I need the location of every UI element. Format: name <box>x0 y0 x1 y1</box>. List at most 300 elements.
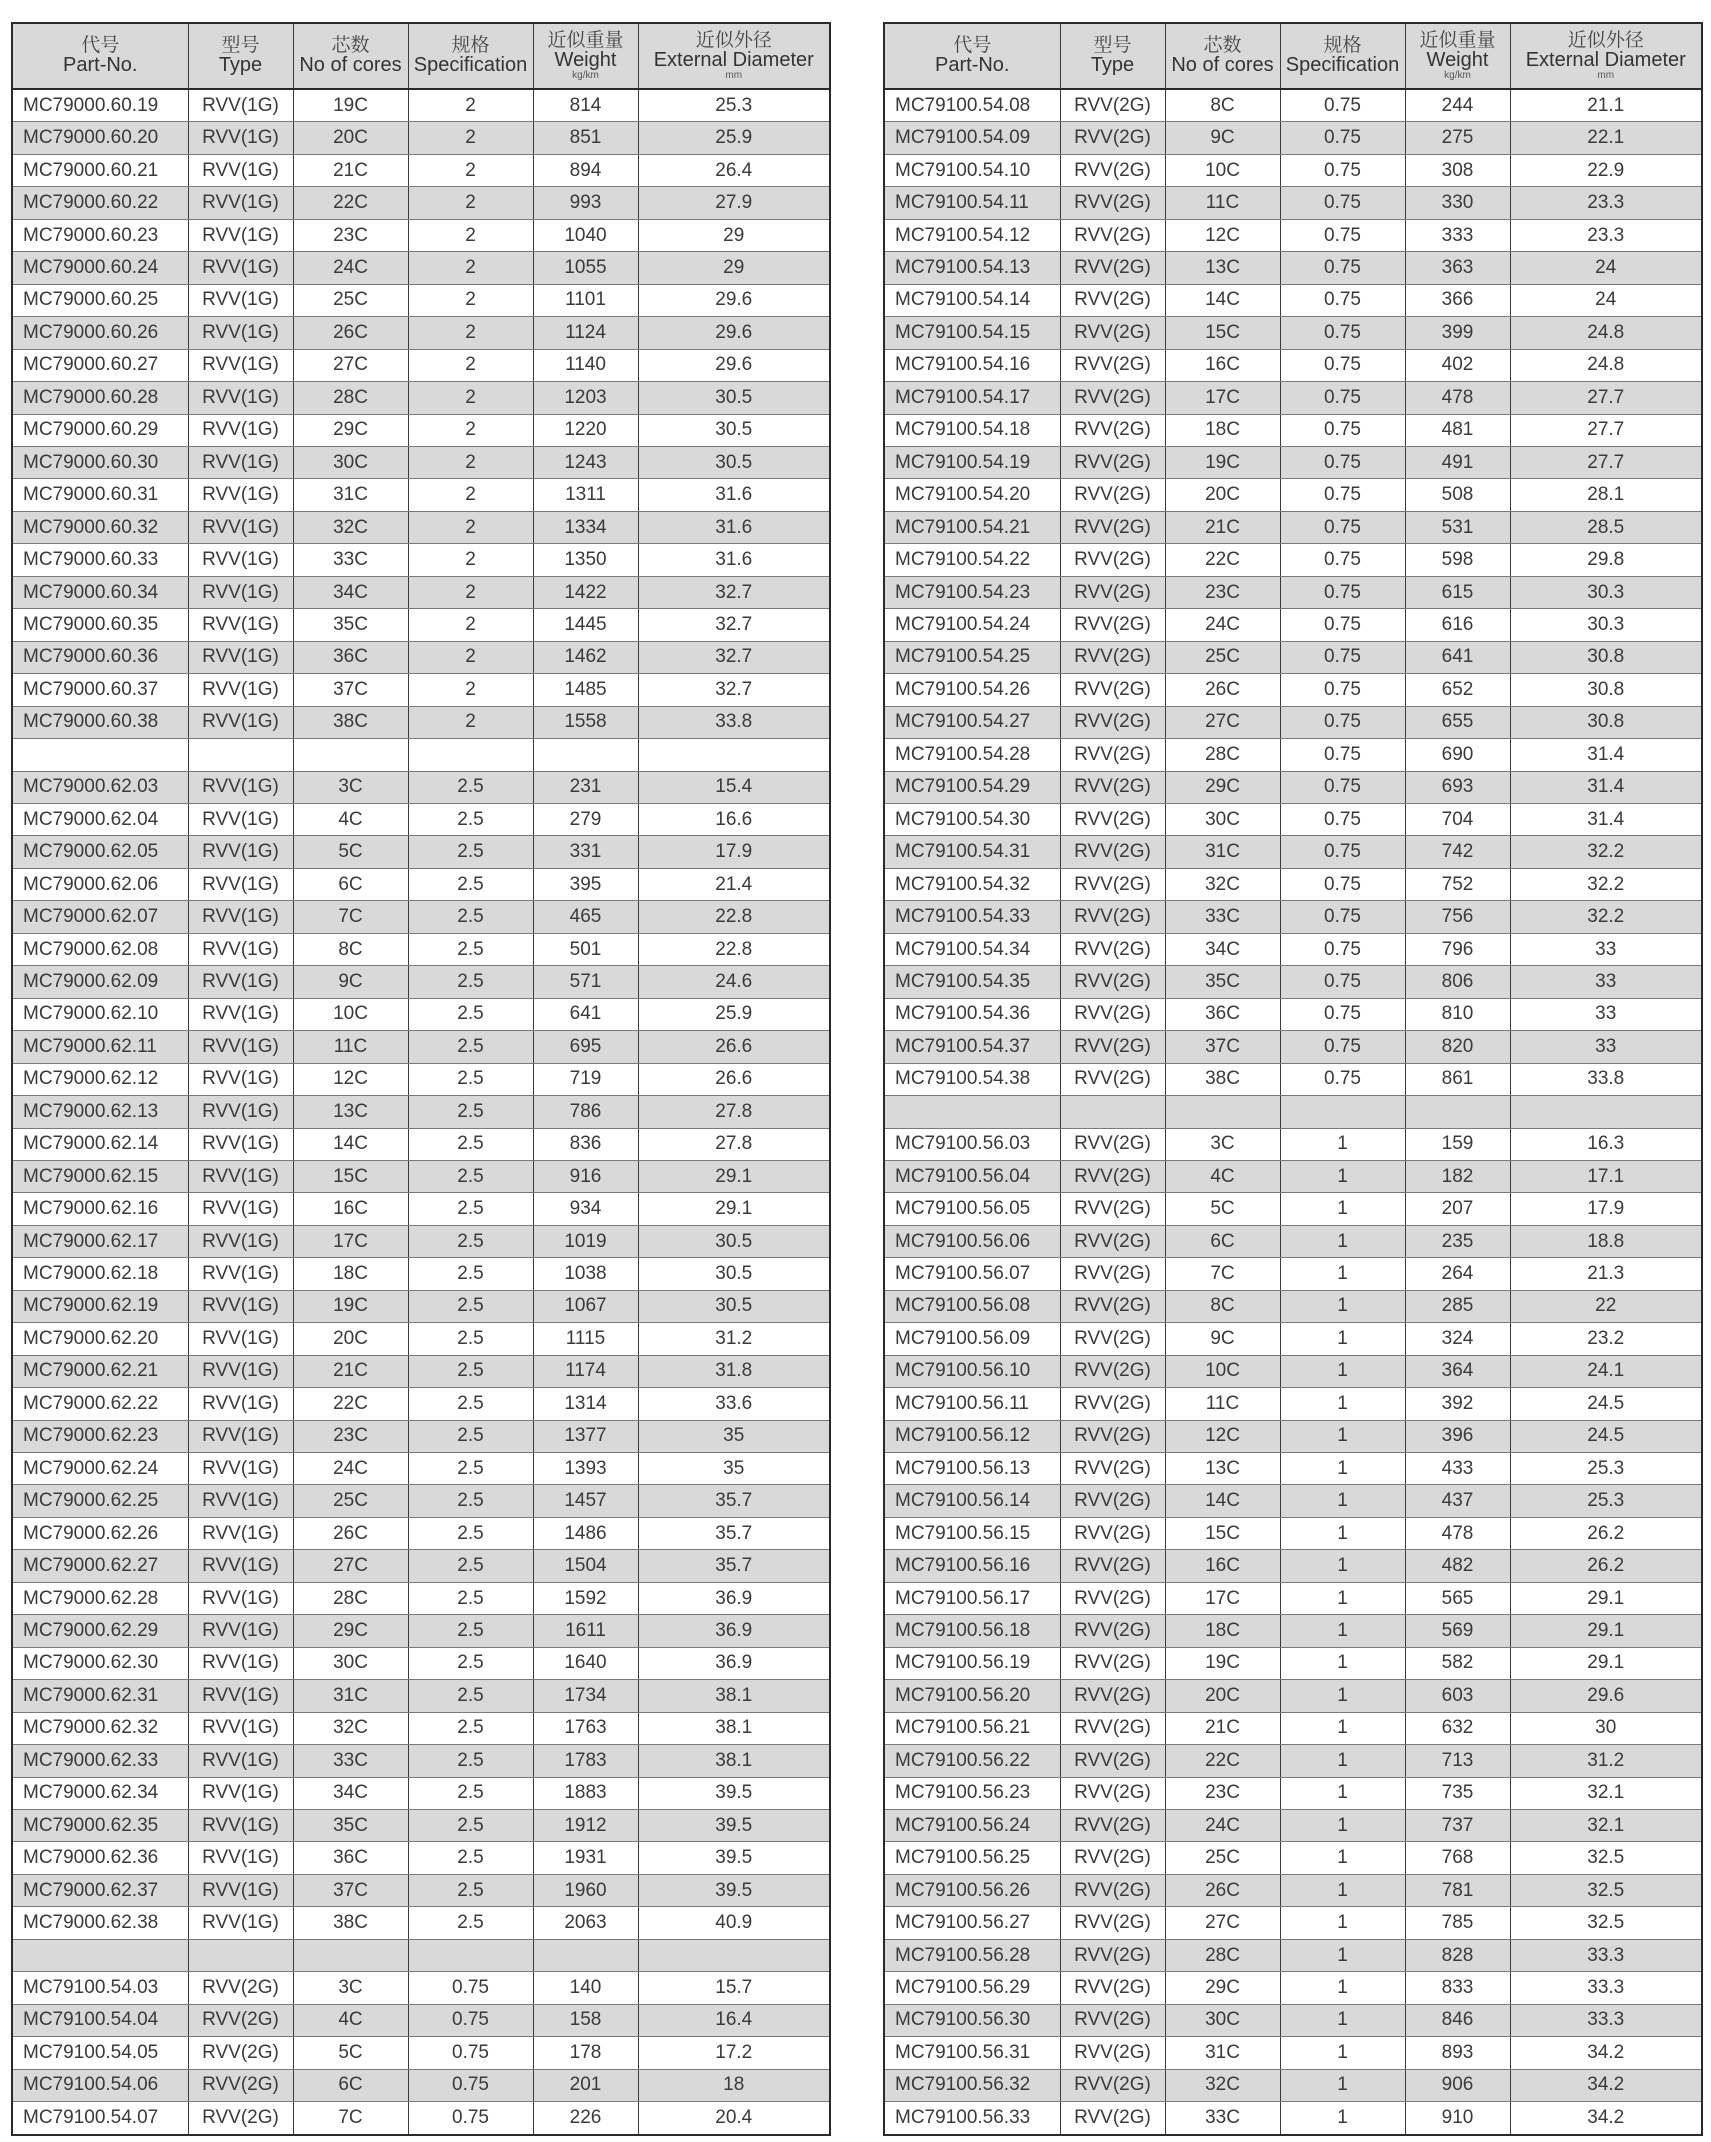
cell-weight: 1883 <box>533 1777 638 1809</box>
cell-part-no: MC79000.60.28 <box>12 382 188 414</box>
table-row <box>12 154 830 186</box>
cell-part-no: MC79000.62.38 <box>12 1907 188 1939</box>
cell-cores: 13C <box>1165 252 1280 284</box>
table-row <box>12 1582 830 1614</box>
cell-weight: 279 <box>533 803 638 835</box>
cell-type: RVV(2G) <box>1060 187 1165 219</box>
cell-specification: 2 <box>408 706 533 738</box>
cell-diameter: 17.1 <box>1510 1160 1702 1192</box>
cell-specification: 1 <box>1280 1550 1405 1582</box>
cell-cores: 26C <box>1165 674 1280 706</box>
cell-diameter: 27.9 <box>638 187 830 219</box>
cell-cores: 23C <box>293 1420 408 1452</box>
cell-weight: 433 <box>1405 1453 1510 1485</box>
table-row <box>884 252 1702 284</box>
cell-weight: 1485 <box>533 674 638 706</box>
cell-diameter: 22.9 <box>1510 154 1702 186</box>
cell-type: RVV(2G) <box>1060 901 1165 933</box>
cell-part-no: MC79000.62.20 <box>12 1323 188 1355</box>
table-row <box>884 317 1702 349</box>
cell-type: RVV(2G) <box>188 2004 293 2036</box>
cell-specification: 0.75 <box>408 2102 533 2135</box>
table-row <box>12 1810 830 1842</box>
cell-part-no: MC79000.60.30 <box>12 446 188 478</box>
cell-weight: 508 <box>1405 479 1510 511</box>
cell-type: RVV(2G) <box>1060 771 1165 803</box>
cell-specification: 0.75 <box>1280 382 1405 414</box>
cell-part-no: MC79000.60.24 <box>12 252 188 284</box>
table-row <box>884 2102 1702 2135</box>
cell-weight: 1592 <box>533 1582 638 1614</box>
cell-specification: 1 <box>1280 1453 1405 1485</box>
cell-diameter: 30.3 <box>1510 609 1702 641</box>
cell-diameter: 32.7 <box>638 641 830 673</box>
cell-cores <box>293 739 408 771</box>
cell-cores: 33C <box>293 1745 408 1777</box>
cell-diameter: 23.3 <box>1510 219 1702 251</box>
table-row <box>12 544 830 576</box>
table-row <box>12 1874 830 1906</box>
cell-cores: 27C <box>293 349 408 381</box>
cell-specification: 0.75 <box>1280 284 1405 316</box>
cell-specification: 0.75 <box>1280 868 1405 900</box>
table-row <box>884 1063 1702 1095</box>
cell-part-no: MC79100.56.15 <box>884 1517 1060 1549</box>
cell-weight: 1124 <box>533 317 638 349</box>
cell-part-no: MC79100.56.28 <box>884 1939 1060 1971</box>
cell-diameter: 22.8 <box>638 933 830 965</box>
cell-specification: 2.5 <box>408 1323 533 1355</box>
cell-weight: 231 <box>533 771 638 803</box>
cell-cores <box>1165 1096 1280 1128</box>
cell-weight: 1377 <box>533 1420 638 1452</box>
table-row <box>12 89 830 122</box>
cell-specification: 2.5 <box>408 1647 533 1679</box>
cell-type: RVV(2G) <box>1060 2069 1165 2101</box>
cell-part-no: MC79000.62.16 <box>12 1193 188 1225</box>
cell-cores: 21C <box>1165 511 1280 543</box>
cell-type: RVV(1G) <box>188 836 293 868</box>
cell-part-no: MC79000.60.29 <box>12 414 188 446</box>
cell-diameter: 21.1 <box>1510 89 1702 122</box>
cell-diameter: 29.1 <box>1510 1615 1702 1647</box>
cell-part-no <box>12 1939 188 1971</box>
cell-cores: 8C <box>293 933 408 965</box>
cell-diameter: 21.3 <box>1510 1258 1702 1290</box>
cell-specification: 2 <box>408 187 533 219</box>
cell-type: RVV(2G) <box>1060 1160 1165 1192</box>
table-row <box>884 933 1702 965</box>
cell-specification: 0.75 <box>1280 414 1405 446</box>
cell-specification <box>408 1939 533 1971</box>
cell-specification: 2.5 <box>408 1355 533 1387</box>
cell-diameter: 33.6 <box>638 1388 830 1420</box>
cell-type: RVV(2G) <box>1060 1128 1165 1160</box>
table-row <box>12 1550 830 1582</box>
cell-cores: 28C <box>1165 1939 1280 1971</box>
cell-weight: 1350 <box>533 544 638 576</box>
cell-cores: 19C <box>293 89 408 122</box>
cell-type: RVV(2G) <box>1060 739 1165 771</box>
cell-specification: 1 <box>1280 1907 1405 1939</box>
cell-specification: 0.75 <box>408 2037 533 2069</box>
cell-diameter: 23.2 <box>1510 1323 1702 1355</box>
cell-weight: 402 <box>1405 349 1510 381</box>
cell-type: RVV(2G) <box>1060 122 1165 154</box>
cell-part-no: MC79100.56.23 <box>884 1777 1060 1809</box>
cell-diameter: 17.9 <box>1510 1193 1702 1225</box>
cell-cores: 6C <box>1165 1225 1280 1257</box>
cell-weight: 1931 <box>533 1842 638 1874</box>
table-row <box>884 803 1702 835</box>
cell-diameter: 31.2 <box>638 1323 830 1355</box>
table-row <box>12 674 830 706</box>
cell-diameter: 16.6 <box>638 803 830 835</box>
cell-weight: 482 <box>1405 1550 1510 1582</box>
cell-part-no: MC79000.62.13 <box>12 1096 188 1128</box>
cell-specification: 0.75 <box>1280 803 1405 835</box>
cell-part-no: MC79100.54.05 <box>12 2037 188 2069</box>
cell-cores: 21C <box>1165 1712 1280 1744</box>
cell-weight: 810 <box>1405 998 1510 1030</box>
table-row <box>884 1323 1702 1355</box>
cell-specification: 2.5 <box>408 1388 533 1420</box>
cell-type: RVV(2G) <box>1060 1485 1165 1517</box>
cell-cores: 24C <box>293 1453 408 1485</box>
cell-specification: 2.5 <box>408 1290 533 1322</box>
cell-cores: 35C <box>1165 966 1280 998</box>
table-row <box>12 1517 830 1549</box>
cell-weight: 1101 <box>533 284 638 316</box>
cell-specification: 0.75 <box>1280 933 1405 965</box>
cell-type: RVV(2G) <box>1060 1550 1165 1582</box>
cell-type: RVV(1G) <box>188 187 293 219</box>
table-row <box>12 284 830 316</box>
cell-weight: 781 <box>1405 1874 1510 1906</box>
cell-cores: 38C <box>1165 1063 1280 1095</box>
cell-diameter: 32.2 <box>1510 868 1702 900</box>
spacer-row <box>884 1096 1702 1128</box>
cell-part-no: MC79000.62.12 <box>12 1063 188 1095</box>
cell-cores: 38C <box>293 1907 408 1939</box>
cell-cores: 12C <box>293 1063 408 1095</box>
cell-weight: 655 <box>1405 706 1510 738</box>
cell-cores: 8C <box>1165 1290 1280 1322</box>
cell-cores: 11C <box>293 1031 408 1063</box>
cell-specification: 0.75 <box>1280 187 1405 219</box>
cell-diameter: 26.6 <box>638 1031 830 1063</box>
cell-diameter: 29.1 <box>638 1193 830 1225</box>
cell-weight: 395 <box>533 868 638 900</box>
cell-type: RVV(1G) <box>188 1290 293 1322</box>
table-row <box>12 641 830 673</box>
table-row <box>12 706 830 738</box>
cell-diameter: 25.3 <box>1510 1453 1702 1485</box>
cell-part-no: MC79000.62.35 <box>12 1810 188 1842</box>
cell-cores: 9C <box>1165 1323 1280 1355</box>
cell-diameter: 31.4 <box>1510 771 1702 803</box>
cell-part-no: MC79100.54.18 <box>884 414 1060 446</box>
cell-diameter: 35 <box>638 1453 830 1485</box>
cell-specification: 2.5 <box>408 803 533 835</box>
cell-specification: 1 <box>1280 1355 1405 1387</box>
table-row <box>884 1193 1702 1225</box>
cell-part-no: MC79100.54.06 <box>12 2069 188 2101</box>
cell-weight: 598 <box>1405 544 1510 576</box>
cell-part-no <box>12 739 188 771</box>
cell-diameter: 29.6 <box>1510 1680 1702 1712</box>
cell-cores: 6C <box>293 868 408 900</box>
cell-diameter: 31.4 <box>1510 803 1702 835</box>
cell-weight: 615 <box>1405 576 1510 608</box>
cell-cores: 22C <box>1165 1745 1280 1777</box>
cell-type: RVV(1G) <box>188 1063 293 1095</box>
cell-diameter: 22.1 <box>1510 122 1702 154</box>
cell-specification: 0.75 <box>408 2004 533 2036</box>
cell-weight: 1055 <box>533 252 638 284</box>
table-row <box>884 1517 1702 1549</box>
header-diameter: 近似外径 External Diameter mm <box>1510 23 1702 89</box>
table-row <box>12 1680 830 1712</box>
table-row <box>12 868 830 900</box>
cell-type: RVV(2G) <box>1060 966 1165 998</box>
cell-weight: 1445 <box>533 609 638 641</box>
cell-diameter: 29.1 <box>638 1160 830 1192</box>
cell-type: RVV(1G) <box>188 544 293 576</box>
cell-part-no: MC79000.60.20 <box>12 122 188 154</box>
cell-cores: 6C <box>293 2069 408 2101</box>
cell-weight: 331 <box>533 836 638 868</box>
cell-specification: 2.5 <box>408 966 533 998</box>
cell-diameter: 38.1 <box>638 1745 830 1777</box>
cell-diameter: 30.5 <box>638 446 830 478</box>
cell-weight: 735 <box>1405 1777 1510 1809</box>
cell-part-no: MC79000.60.26 <box>12 317 188 349</box>
cell-specification: 2.5 <box>408 1193 533 1225</box>
cell-part-no: MC79000.62.18 <box>12 1258 188 1290</box>
table-row <box>12 1323 830 1355</box>
cell-diameter: 31.6 <box>638 479 830 511</box>
header-part-no: 代号 Part-No. <box>12 23 188 89</box>
cell-type: RVV(2G) <box>1060 933 1165 965</box>
cell-type: RVV(1G) <box>188 933 293 965</box>
cell-part-no: MC79100.54.10 <box>884 154 1060 186</box>
cell-specification: 2.5 <box>408 1485 533 1517</box>
cell-cores: 26C <box>293 317 408 349</box>
cell-weight: 846 <box>1405 2004 1510 2036</box>
cell-weight: 158 <box>533 2004 638 2036</box>
cell-specification: 2.5 <box>408 1453 533 1485</box>
cell-diameter: 30.5 <box>638 1225 830 1257</box>
cell-type: RVV(2G) <box>1060 1225 1165 1257</box>
table-row <box>12 1128 830 1160</box>
cell-weight: 786 <box>533 1096 638 1128</box>
cell-specification: 2 <box>408 122 533 154</box>
cell-specification: 1 <box>1280 1388 1405 1420</box>
cell-weight: 333 <box>1405 219 1510 251</box>
table-row <box>884 1615 1702 1647</box>
cell-weight: 756 <box>1405 901 1510 933</box>
cell-weight: 603 <box>1405 1680 1510 1712</box>
cell-part-no: MC79000.60.32 <box>12 511 188 543</box>
cell-weight: 652 <box>1405 674 1510 706</box>
cell-cores: 24C <box>1165 1810 1280 1842</box>
cell-cores: 26C <box>293 1517 408 1549</box>
table-row <box>884 1388 1702 1420</box>
cell-cores: 38C <box>293 706 408 738</box>
cell-part-no: MC79000.62.14 <box>12 1128 188 1160</box>
cell-type: RVV(2G) <box>1060 1842 1165 1874</box>
table-row <box>12 576 830 608</box>
cell-diameter: 35.7 <box>638 1517 830 1549</box>
table-row <box>12 479 830 511</box>
cell-type: RVV(1G) <box>188 1160 293 1192</box>
cell-type: RVV(2G) <box>1060 1420 1165 1452</box>
cell-specification: 2.5 <box>408 1031 533 1063</box>
cell-diameter: 25.9 <box>638 998 830 1030</box>
table-row <box>12 1355 830 1387</box>
cell-type: RVV(1G) <box>188 966 293 998</box>
cell-cores: 12C <box>1165 219 1280 251</box>
cell-specification: 2.5 <box>408 1063 533 1095</box>
cell-specification: 2 <box>408 414 533 446</box>
cell-weight: 324 <box>1405 1323 1510 1355</box>
cell-specification: 2 <box>408 382 533 414</box>
table-row <box>12 1193 830 1225</box>
cell-specification: 2.5 <box>408 1810 533 1842</box>
cell-type: RVV(1G) <box>188 252 293 284</box>
cell-weight: 828 <box>1405 1939 1510 1971</box>
cell-specification: 1 <box>1280 1615 1405 1647</box>
table-row <box>884 511 1702 543</box>
cell-type: RVV(2G) <box>1060 252 1165 284</box>
cell-type: RVV(1G) <box>188 1128 293 1160</box>
cell-type: RVV(1G) <box>188 1355 293 1387</box>
cell-diameter: 31.4 <box>1510 739 1702 771</box>
cell-part-no: MC79000.62.26 <box>12 1517 188 1549</box>
cell-type: RVV(2G) <box>1060 1680 1165 1712</box>
cell-part-no: MC79000.62.19 <box>12 1290 188 1322</box>
table-row <box>12 1615 830 1647</box>
table-row <box>12 966 830 998</box>
table-row <box>12 771 830 803</box>
cell-diameter: 26.4 <box>638 154 830 186</box>
cell-cores: 7C <box>293 2102 408 2135</box>
cell-type: RVV(2G) <box>1060 1193 1165 1225</box>
cell-weight: 1174 <box>533 1355 638 1387</box>
cell-cores: 14C <box>293 1128 408 1160</box>
cell-diameter: 33 <box>1510 933 1702 965</box>
cell-part-no: MC79100.56.22 <box>884 1745 1060 1777</box>
cell-weight: 1558 <box>533 706 638 738</box>
cell-diameter: 39.5 <box>638 1777 830 1809</box>
cell-weight: 693 <box>1405 771 1510 803</box>
cell-type: RVV(1G) <box>188 576 293 608</box>
cell-weight: 396 <box>1405 1420 1510 1452</box>
cell-part-no: MC79000.60.36 <box>12 641 188 673</box>
cell-specification: 2 <box>408 576 533 608</box>
cell-diameter: 21.4 <box>638 868 830 900</box>
cell-part-no: MC79100.56.16 <box>884 1550 1060 1582</box>
cell-cores: 10C <box>1165 154 1280 186</box>
cell-weight: 1203 <box>533 382 638 414</box>
cell-specification: 2.5 <box>408 868 533 900</box>
cell-type: RVV(1G) <box>188 1907 293 1939</box>
cell-cores: 18C <box>293 1258 408 1290</box>
cell-part-no: MC79000.62.31 <box>12 1680 188 1712</box>
cell-part-no: MC79000.60.21 <box>12 154 188 186</box>
cell-part-no: MC79100.54.13 <box>884 252 1060 284</box>
cell-specification: 0.75 <box>408 2069 533 2101</box>
cell-part-no: MC79100.56.14 <box>884 1485 1060 1517</box>
cell-specification: 1 <box>1280 1842 1405 1874</box>
cell-diameter: 30.8 <box>1510 641 1702 673</box>
cell-specification: 1 <box>1280 1939 1405 1971</box>
cell-type: RVV(2G) <box>1060 1582 1165 1614</box>
cell-specification: 0.75 <box>1280 511 1405 543</box>
cell-weight: 768 <box>1405 1842 1510 1874</box>
cell-part-no: MC79000.62.21 <box>12 1355 188 1387</box>
cell-part-no: MC79000.60.34 <box>12 576 188 608</box>
cell-specification: 2 <box>408 511 533 543</box>
cell-type: RVV(2G) <box>1060 1745 1165 1777</box>
cell-weight: 833 <box>1405 1972 1510 2004</box>
cell-type: RVV(1G) <box>188 284 293 316</box>
cell-weight: 861 <box>1405 1063 1510 1095</box>
cell-part-no: MC79100.54.36 <box>884 998 1060 1030</box>
cell-cores: 25C <box>293 1485 408 1517</box>
cell-specification: 1 <box>1280 1258 1405 1290</box>
cell-specification: 0.75 <box>1280 154 1405 186</box>
cell-part-no: MC79100.54.07 <box>12 2102 188 2135</box>
cell-type: RVV(1G) <box>188 706 293 738</box>
table-row <box>12 1647 830 1679</box>
cell-diameter: 24.5 <box>1510 1420 1702 1452</box>
cell-part-no: MC79100.56.18 <box>884 1615 1060 1647</box>
cell-diameter: 24.8 <box>1510 349 1702 381</box>
cell-specification: 2.5 <box>408 901 533 933</box>
cell-part-no: MC79100.54.09 <box>884 122 1060 154</box>
cell-cores: 15C <box>293 1160 408 1192</box>
header-cores: 芯数 No of cores <box>293 23 408 89</box>
cell-diameter: 36.9 <box>638 1647 830 1679</box>
cell-weight: 1611 <box>533 1615 638 1647</box>
cell-cores: 20C <box>1165 1680 1280 1712</box>
cell-weight: 785 <box>1405 1907 1510 1939</box>
cell-diameter: 32.2 <box>1510 901 1702 933</box>
table-row <box>884 966 1702 998</box>
cell-type: RVV(2G) <box>1060 1453 1165 1485</box>
cell-cores: 31C <box>1165 836 1280 868</box>
cell-type: RVV(1G) <box>188 674 293 706</box>
cell-specification: 0.75 <box>1280 479 1405 511</box>
cell-diameter: 24 <box>1510 252 1702 284</box>
cell-type: RVV(1G) <box>188 1031 293 1063</box>
table-row <box>884 219 1702 251</box>
table-row <box>884 739 1702 771</box>
cell-part-no: MC79100.54.28 <box>884 739 1060 771</box>
cell-cores: 24C <box>1165 609 1280 641</box>
cell-weight: 531 <box>1405 511 1510 543</box>
table-row <box>12 511 830 543</box>
cell-cores: 15C <box>1165 1517 1280 1549</box>
cell-diameter <box>1510 1096 1702 1128</box>
table-row <box>884 2069 1702 2101</box>
cell-type: RVV(1G) <box>188 1193 293 1225</box>
cell-weight: 695 <box>533 1031 638 1063</box>
table-row <box>12 252 830 284</box>
cell-cores: 16C <box>1165 1550 1280 1582</box>
